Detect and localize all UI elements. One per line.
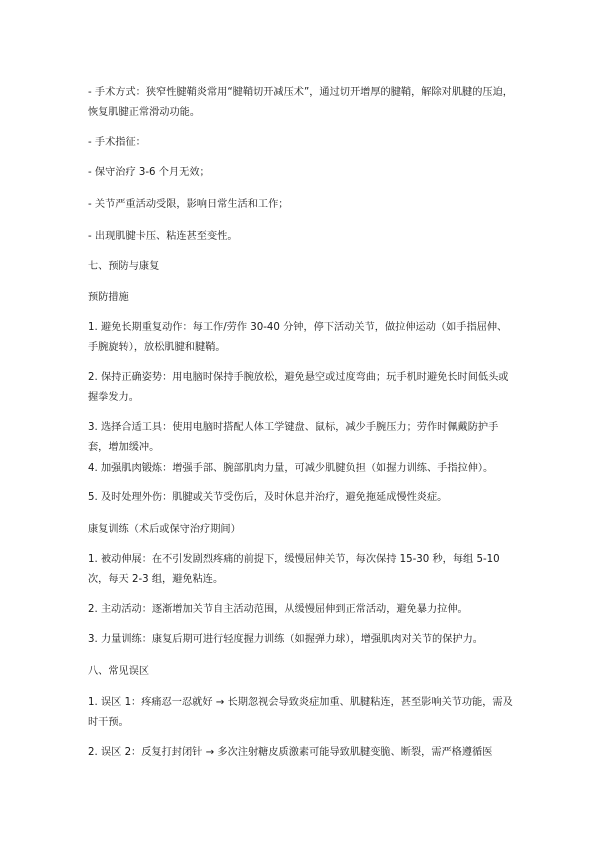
prevention-item-1: 1. 避免长期重复动作：每工作/劳作 30-40 分钟，停下活动关节，做拉伸运动（如手指屈伸、手腕旋转），放松肌腱和腱鞘。 <box>88 322 508 353</box>
section-heading-misconceptions: 八、常见误区 <box>88 666 150 677</box>
paragraph-indication-2: - 关节严重活动受限，影响日常生活和工作； <box>88 199 289 210</box>
prevention-item-5: 5. 及时处理外伤：肌腱或关节受伤后，及时休息并治疗，避免拖延成慢性炎症。 <box>88 492 448 503</box>
paragraph-indication-3: - 出现肌腱卡压、粘连甚至变性。 <box>88 231 238 242</box>
rehab-item-2: 2. 主动活动：逐渐增加关节自主活动范围，从缓慢屈伸到正常活动，避免暴力拉伸。 <box>88 604 468 615</box>
misconception-item-1: 1. 误区 1：疼痛忍一忍就好 → 长期忽视会导致炎症加重、肌腱粘连，甚至影响关节功能，需及时干预。 <box>88 697 513 728</box>
rehab-item-1: 1. 被动伸展：在不引发剧烈疼痛的前提下，缓慢屈伸关节，每次保持 15-30 秒，每组 5-10 次，每天 2-3 组，避免粘连。 <box>88 554 500 585</box>
paragraph-surgery-method: - 手术方式：狭窄性腱鞘炎常用“腱鞘切开减压术”，通过切开增厚的腱鞘，解除对肌腱的压迫，恢复肌腱正常滑动功能。 <box>88 87 513 118</box>
paragraph-surgery-indications: - 手术指征： <box>88 137 146 148</box>
prevention-item-3: 3. 选择合适工具：使用电脑时搭配人体工学键盘、鼠标，减少手腕压力；劳作时佩戴防护手套，增加缓冲。 <box>88 422 499 453</box>
subheading-prevention-measures: 预防措施 <box>88 292 129 303</box>
rehab-item-3: 3. 力量训练：康复后期可进行轻度握力训练（如握弹力球），增强肌肉对关节的保护力。 <box>88 634 483 645</box>
paragraph-indication-1: - 保守治疗 3-6 个月无效； <box>88 167 210 178</box>
prevention-item-4: 4. 加强肌肉锻炼：增强手部、腕部肌肉力量，可减少肌腱负担（如握力训练、手指拉伸）。 <box>88 463 494 474</box>
section-heading-prevention: 七、预防与康复 <box>88 261 160 272</box>
subheading-rehab-training: 康复训练（术后或保守治疗期间） <box>88 524 241 535</box>
prevention-item-2: 2. 保持正确姿势：用电脑时保持手腕放松，避免悬空或过度弯曲；玩手机时避免长时间低头或握拳发力。 <box>88 372 509 403</box>
misconception-item-2: 2. 误区 2：反复打封闭针 → 多次注射糖皮质激素可能导致肌腱变脆、断裂，需严格遵循医 <box>88 747 493 758</box>
